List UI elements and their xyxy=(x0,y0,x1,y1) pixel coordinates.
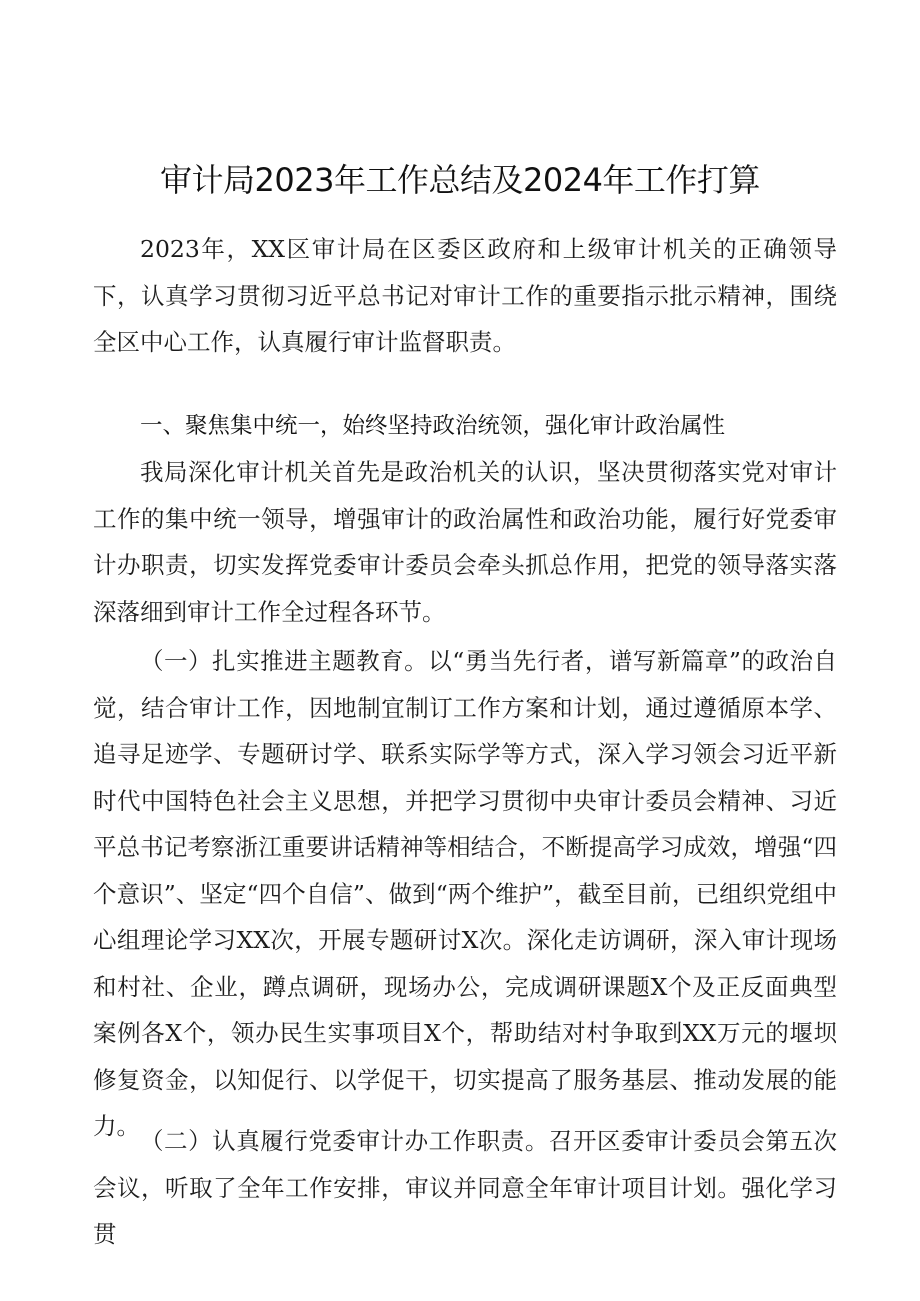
item-one-paragraph: （一）扎实推进主题教育。以“勇当先行者，谱写新篇章”的政治自觉，结合审计工作，因地制宜制订工作方案和计划，通过遵循原本学、追寻足迹学、专题研讨学、联系实际学等方式，深入学习领会习近平新时代中国特色社会主义思想，并把学习贯彻中央审计委员会精神、习近平总书记考察浙江重要讲话精神等相结合，不断提高学习成效，增强“四个意识”、坚定“四个自信”、做到“两个维护”，截至目前，已组织党组中心组理论学习XX次，开展专题研讨X次。深化走访调研，深入审计现场和村社、企业，蹲点调研，现场办公，完成调研课题X个及正反面典型案例各X个，领办民生实事项目X个，帮助结对村争取到XX万元的堰坝修复资金，以知促行、以学促干，切实提高了服务基层、推动发展的能力。 xyxy=(93,647,837,1140)
item-two-paragraph: （二）认真履行党委审计办工作职责。召开区委审计委员会第五次会议，听取了全年工作安排，审议并同意全年审计项目计划。强化学习贯 xyxy=(93,1127,837,1248)
section-heading: 一、聚焦集中统一，始终坚持政治统领，强化审计政治属性 xyxy=(140,413,726,439)
intro-paragraph: 2023年，XX区审计局在区委区政府和上级审计机关的正确领导下，认真学习贯彻习近平总书记对审计工作的重要指示批示精神，围绕全区中心工作，认真履行审计监督职责。 xyxy=(93,235,837,356)
document-title: 审计局2023年工作总结及2024年工作打算 xyxy=(160,161,760,199)
section-body-paragraph: 我局深化审计机关首先是政治机关的认识，坚决贯彻落实党对审计工作的集中统一领导，增强审计的政治属性和政治功能，履行好党委审计办职责，切实发挥党委审计委员会牵头抓总作用，把党的领导落实落深落细到审计工作全过程各环节。 xyxy=(93,458,837,626)
